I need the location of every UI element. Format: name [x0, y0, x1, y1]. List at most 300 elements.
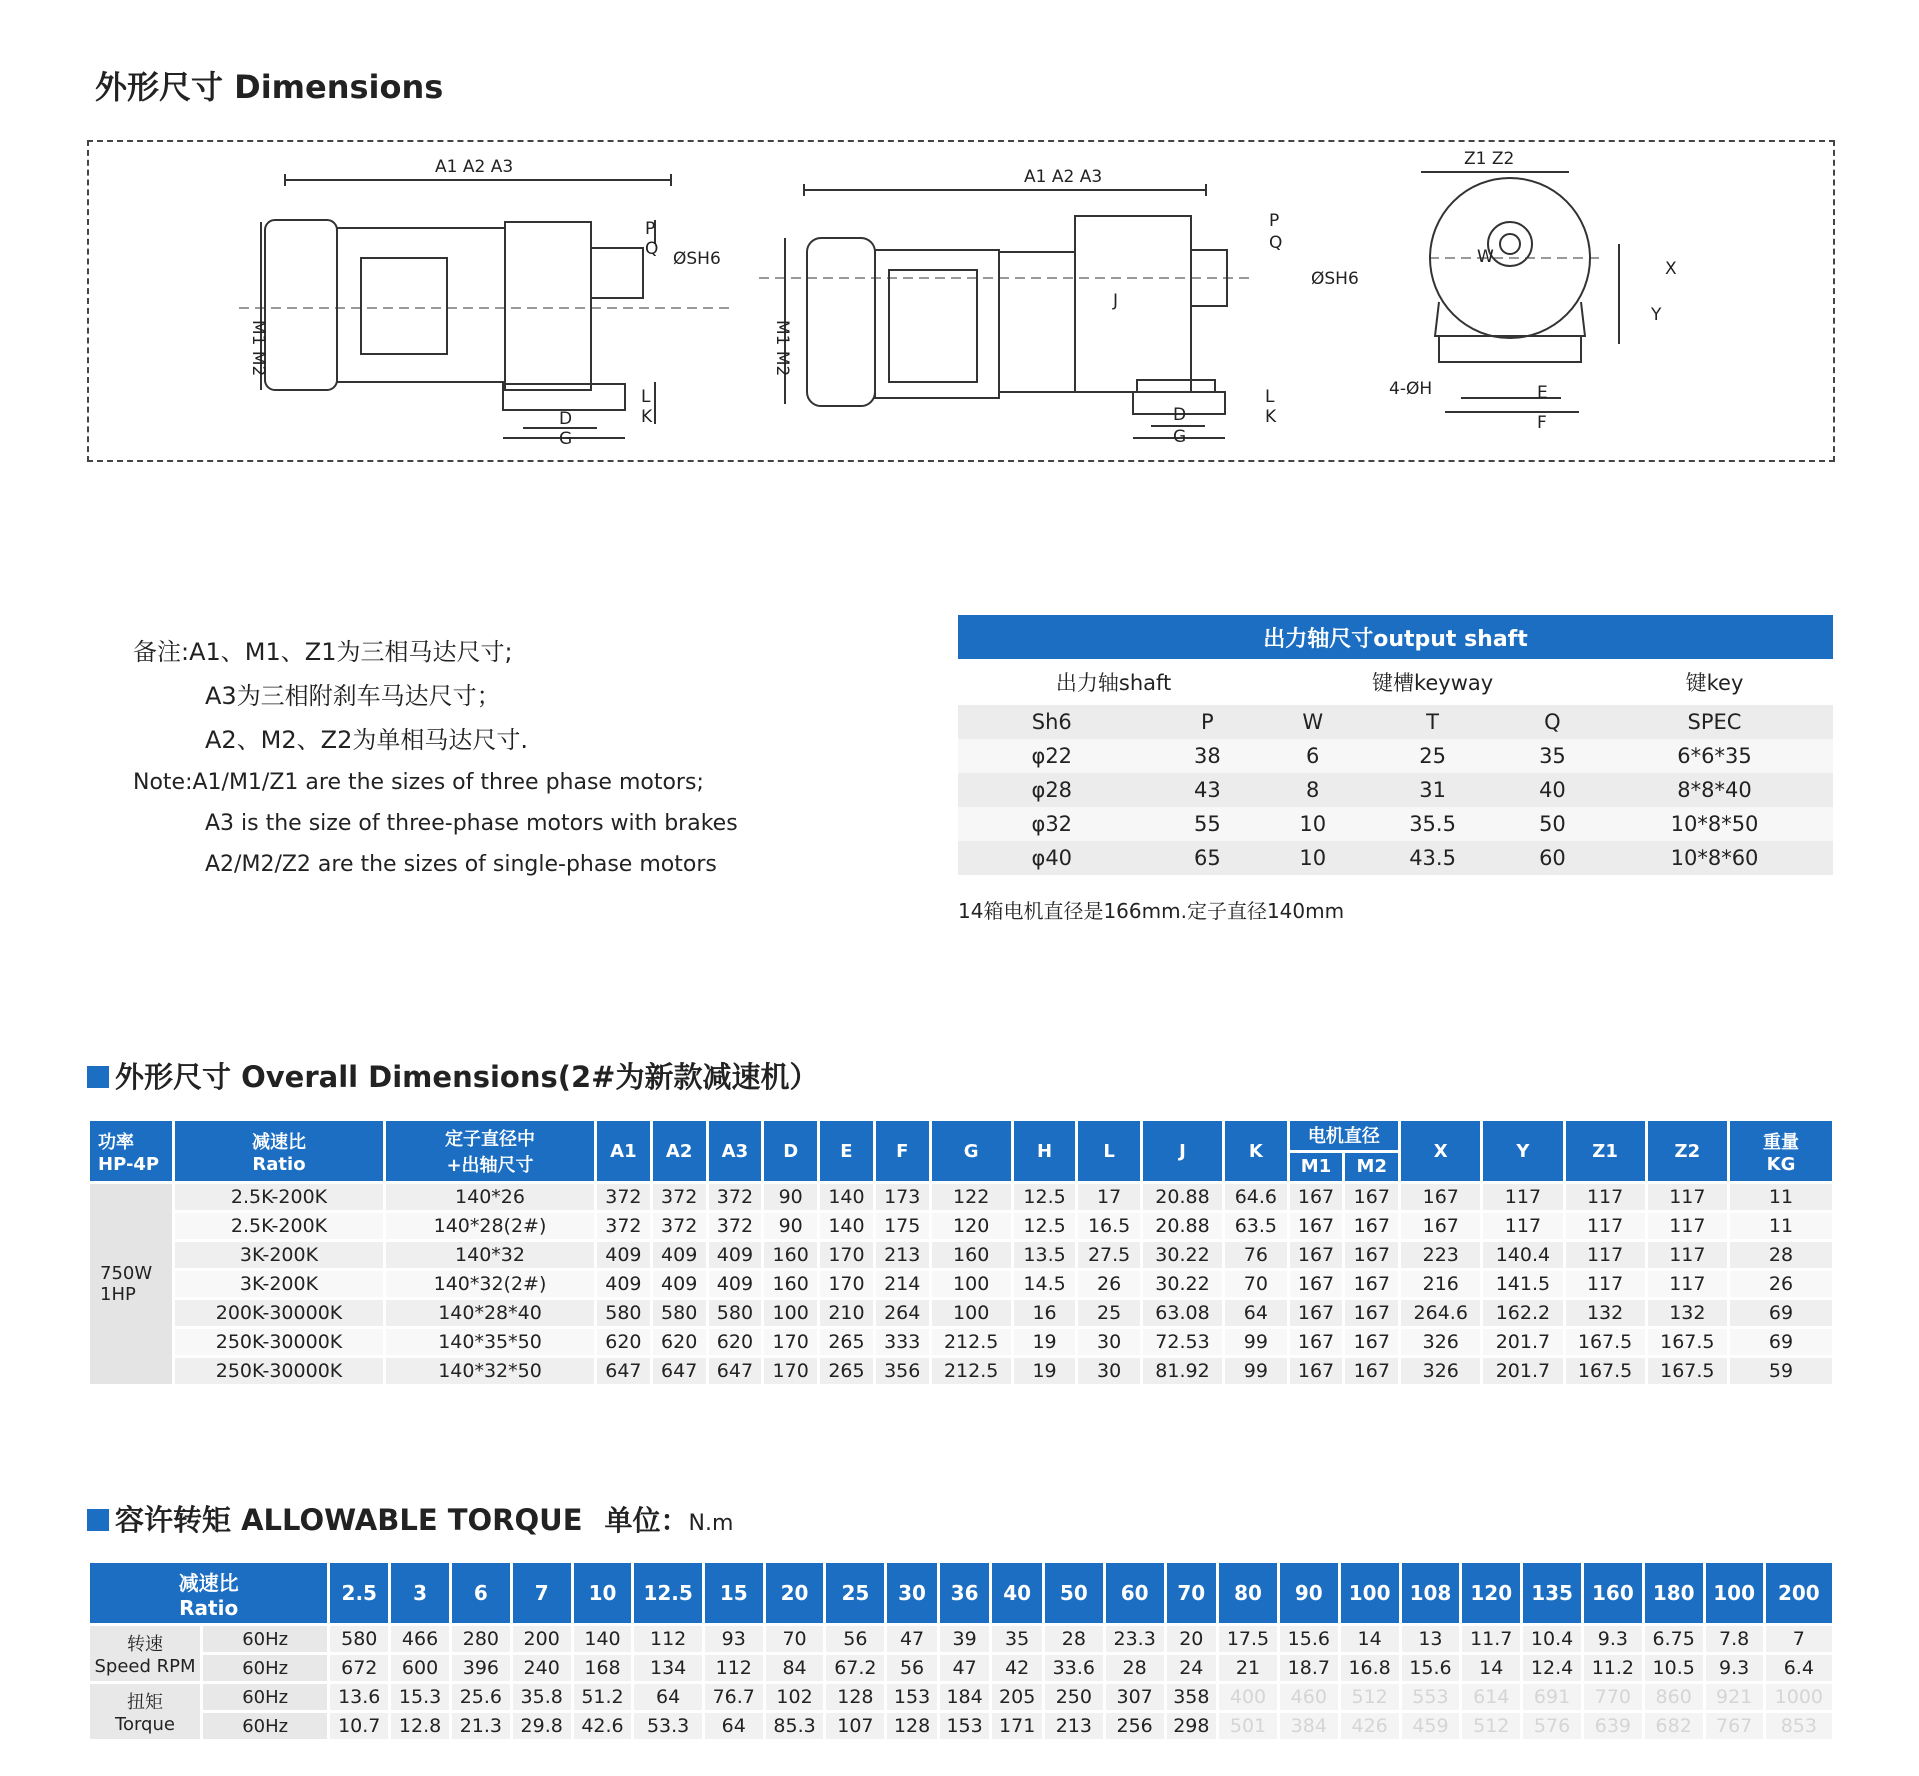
table-cell: 65 — [1146, 841, 1270, 875]
table-cell: 280 — [452, 1626, 510, 1652]
table-cell: 100 — [764, 1300, 817, 1326]
dimension-drawings — [89, 142, 1837, 464]
note-zh-3: A2、M2、Z2为单相马达尺寸. — [205, 726, 529, 754]
table-cell: 160 — [764, 1242, 817, 1268]
output-shaft-note: 14箱电机直径是166mm.定子直径140mm — [958, 899, 1345, 923]
header-x: X — [1401, 1121, 1480, 1181]
table-cell: 620 — [709, 1329, 762, 1355]
table-cell: 167 — [1290, 1300, 1343, 1326]
table-cell: 17 — [1078, 1184, 1140, 1210]
table-cell: 14 — [1341, 1626, 1399, 1652]
table-cell: 140*32(2#) — [386, 1271, 594, 1297]
ratio-header: 2.5 — [330, 1563, 388, 1623]
table-cell: 140 — [820, 1184, 873, 1210]
note-zh-2: A3为三相附刹车马达尺寸； — [205, 682, 501, 710]
overall-dimensions-heading — [87, 1055, 818, 1096]
table-cell: 29.8 — [513, 1713, 571, 1739]
table-cell: 167 — [1401, 1184, 1480, 1210]
table-cell: 25 — [1356, 739, 1509, 773]
table-cell: 35 — [1509, 739, 1596, 773]
note-en-2: A3 is the size of three-phase motors with brakes — [205, 811, 738, 836]
table-cell: 372 — [709, 1213, 762, 1239]
ratio-header: 120 — [1462, 1563, 1520, 1623]
ratio-header: 100 — [1706, 1563, 1763, 1623]
table-cell: 201.7 — [1483, 1358, 1562, 1384]
table-cell: 81.92 — [1143, 1358, 1222, 1384]
label-k-2: K — [1265, 407, 1277, 427]
table-cell: 140 — [820, 1213, 873, 1239]
table-cell: 64 — [1225, 1300, 1287, 1326]
table-cell: 11 — [1730, 1213, 1832, 1239]
header-weight: 重量 KG — [1730, 1121, 1832, 1181]
table-cell: 265 — [820, 1358, 873, 1384]
table-cell: 120 — [932, 1213, 1011, 1239]
table-cell: 9.3 — [1584, 1626, 1642, 1652]
table-cell: 76 — [1225, 1242, 1287, 1268]
table-cell: 167 — [1345, 1271, 1398, 1297]
table-cell: 647 — [709, 1358, 762, 1384]
table-cell: 72.53 — [1143, 1329, 1222, 1355]
table-cell: 35 — [992, 1626, 1042, 1652]
table-cell: 99 — [1225, 1358, 1287, 1384]
table-cell: 23.3 — [1106, 1626, 1164, 1652]
table-cell: 56 — [887, 1655, 937, 1681]
col-header: SPEC — [1596, 705, 1833, 739]
table-cell: 10 — [1269, 841, 1356, 875]
table-cell: 168 — [574, 1655, 632, 1681]
table-cell: 90 — [764, 1213, 817, 1239]
header-ratio: 减速比 Ratio — [175, 1121, 383, 1181]
table-cell: 153 — [887, 1684, 937, 1710]
table-cell: 213 — [1045, 1713, 1103, 1739]
header-j: J — [1143, 1121, 1222, 1181]
table-cell: 167 — [1345, 1358, 1398, 1384]
table-cell: 90 — [764, 1184, 817, 1210]
table-cell: 117 — [1648, 1271, 1727, 1297]
table-cell: 409 — [653, 1242, 706, 1268]
table-row — [90, 1242, 1832, 1268]
table-cell: 85.3 — [766, 1713, 824, 1739]
table-cell: 134 — [634, 1655, 701, 1681]
note-en-3: A2/M2/Z2 are the sizes of single-phase motors — [205, 852, 717, 877]
ratio-header: 36 — [940, 1563, 990, 1623]
table-cell: 501 — [1219, 1713, 1277, 1739]
table-cell: 26 — [1078, 1271, 1140, 1297]
table-cell: 20 — [1167, 1626, 1217, 1652]
ratio-header: 20 — [766, 1563, 824, 1623]
table-cell: 13.6 — [330, 1684, 388, 1710]
table-cell: 1000 — [1766, 1684, 1832, 1710]
table-cell: 167.5 — [1648, 1358, 1727, 1384]
table-cell: 265 — [820, 1329, 873, 1355]
section-marker — [87, 1066, 109, 1088]
output-shaft-row — [958, 807, 1833, 841]
table-cell: 21.3 — [452, 1713, 510, 1739]
label-en: Speed RPM — [94, 1656, 196, 1677]
table-cell: 140 — [574, 1626, 632, 1652]
table-cell: 326 — [1401, 1329, 1480, 1355]
label-q: Q — [645, 239, 659, 259]
ratio-header: 60 — [1106, 1563, 1164, 1623]
torque-title: 容许转矩 ALLOWABLE TORQUE — [115, 1503, 583, 1537]
label-y: Y — [1651, 305, 1662, 325]
table-row — [90, 1358, 1832, 1384]
output-shaft-table — [958, 615, 1833, 875]
table-cell: φ22 — [958, 739, 1146, 773]
table-cell: 13.5 — [1014, 1242, 1076, 1268]
label-en: Torque — [115, 1714, 175, 1735]
table-cell: 167 — [1290, 1271, 1343, 1297]
table-cell: 16.8 — [1341, 1655, 1399, 1681]
label-p: P — [645, 219, 656, 239]
table-cell: 117 — [1648, 1184, 1727, 1210]
header-ratio: 减速比 Ratio — [90, 1563, 327, 1623]
table-cell: 50 — [1509, 807, 1596, 841]
table-row — [90, 1271, 1832, 1297]
label-l: L — [641, 387, 651, 407]
overall-dimensions-table — [87, 1118, 1835, 1387]
table-cell: 173 — [876, 1184, 929, 1210]
label-d: D — [559, 409, 573, 429]
label-l-2: L — [1265, 387, 1275, 407]
header-power: 功率 HP-4P — [90, 1121, 172, 1181]
label-k: K — [641, 407, 653, 427]
table-cell: 60 — [1509, 841, 1596, 875]
group-keyway: 键槽keyway — [1371, 671, 1494, 695]
table-cell: 333 — [876, 1329, 929, 1355]
header-a1: A1 — [597, 1121, 650, 1181]
label-a1a2a3-2: A1 A2 A3 — [1024, 167, 1103, 187]
table-cell: 6*6*35 — [1596, 739, 1833, 773]
table-cell: 69 — [1730, 1329, 1832, 1355]
label-g-2: G — [1173, 427, 1187, 447]
group-shaft: 出力轴shaft — [1055, 671, 1172, 695]
table-row — [90, 1184, 1832, 1210]
table-cell: 459 — [1402, 1713, 1460, 1739]
table-cell: 460 — [1280, 1684, 1338, 1710]
table-cell: 167 — [1290, 1329, 1343, 1355]
table-cell: 167 — [1401, 1213, 1480, 1239]
table-cell: 576 — [1523, 1713, 1581, 1739]
table-cell: 63.5 — [1225, 1213, 1287, 1239]
col-header: Q — [1509, 705, 1596, 739]
table-cell: 512 — [1341, 1684, 1399, 1710]
drawing-side-view-1 — [239, 174, 729, 438]
table-cell: 141.5 — [1483, 1271, 1562, 1297]
table-cell: 384 — [1280, 1713, 1338, 1739]
ratio-header: 180 — [1645, 1563, 1703, 1623]
table-cell: 16.5 — [1078, 1213, 1140, 1239]
table-cell: 409 — [653, 1271, 706, 1297]
table-cell: 160 — [764, 1271, 817, 1297]
table-cell: 14 — [1462, 1655, 1520, 1681]
table-cell: 132 — [1566, 1300, 1645, 1326]
torque-unit-label: 单位： — [604, 1504, 689, 1537]
table-cell: 205 — [992, 1684, 1042, 1710]
table-cell: 409 — [597, 1271, 650, 1297]
table-cell: 171 — [992, 1713, 1042, 1739]
table-cell: 620 — [597, 1329, 650, 1355]
speed-label — [90, 1626, 200, 1681]
col-header: Sh6 — [958, 705, 1146, 739]
output-shaft-row — [958, 841, 1833, 875]
table-cell: 12.5 — [1014, 1213, 1076, 1239]
table-cell: 11.2 — [1584, 1655, 1642, 1681]
table-cell: 117 — [1566, 1213, 1645, 1239]
table-cell: 64 — [705, 1713, 763, 1739]
header-k: K — [1225, 1121, 1287, 1181]
table-cell: 30 — [1078, 1329, 1140, 1355]
header-d: D — [764, 1121, 817, 1181]
table-cell: 10 — [1269, 807, 1356, 841]
table-cell: 70 — [1225, 1271, 1287, 1297]
table-cell: 31 — [1356, 773, 1509, 807]
table-cell: 600 — [391, 1655, 449, 1681]
power-hp: 1HP — [100, 1284, 136, 1305]
table-cell: 15.3 — [391, 1684, 449, 1710]
table-row — [90, 1713, 1832, 1739]
label-s-2: ØSH6 — [1311, 269, 1359, 289]
torque-heading — [87, 1498, 733, 1539]
table-cell: 167.5 — [1566, 1329, 1645, 1355]
table-cell: 162.2 — [1483, 1300, 1562, 1326]
table-cell: 167 — [1345, 1184, 1398, 1210]
ratio-header: 200 — [1766, 1563, 1832, 1623]
hz-cell: 60Hz — [203, 1713, 327, 1739]
table-cell: 140*26 — [386, 1184, 594, 1210]
table-cell: 117 — [1566, 1184, 1645, 1210]
label-f: F — [1537, 413, 1547, 433]
table-cell: φ32 — [958, 807, 1146, 841]
table-cell: 770 — [1584, 1684, 1642, 1710]
table-cell: 100 — [932, 1300, 1011, 1326]
table-cell: 14.5 — [1014, 1271, 1076, 1297]
table-cell: 12.8 — [391, 1713, 449, 1739]
table-cell: 17.5 — [1219, 1626, 1277, 1652]
table-cell: 580 — [330, 1626, 388, 1652]
table-cell: 76.7 — [705, 1684, 763, 1710]
table-cell: 212.5 — [932, 1358, 1011, 1384]
table-cell: 30.22 — [1143, 1242, 1222, 1268]
table-cell: 43 — [1146, 773, 1270, 807]
table-cell: 10*8*50 — [1596, 807, 1833, 841]
table-cell: 647 — [597, 1358, 650, 1384]
table-cell: 107 — [826, 1713, 884, 1739]
table-cell: 140*28*40 — [386, 1300, 594, 1326]
table-cell: 200 — [513, 1626, 571, 1652]
table-cell: 200K-30000K — [175, 1300, 383, 1326]
table-cell: 372 — [653, 1184, 706, 1210]
power-cell — [90, 1184, 172, 1384]
table-cell: 6.4 — [1766, 1655, 1832, 1681]
label-p-2: P — [1269, 211, 1280, 231]
table-cell: 63.08 — [1143, 1300, 1222, 1326]
header-z1: Z1 — [1566, 1121, 1645, 1181]
table-cell: 512 — [1462, 1713, 1520, 1739]
table-cell: 307 — [1106, 1684, 1164, 1710]
header-h: H — [1014, 1121, 1076, 1181]
table-row — [90, 1213, 1832, 1239]
table-cell: 16 — [1014, 1300, 1076, 1326]
table-cell: 409 — [597, 1242, 650, 1268]
table-cell: 400 — [1219, 1684, 1277, 1710]
table-cell: 160 — [932, 1242, 1011, 1268]
header-motor-diameter: 电机直径 — [1290, 1121, 1399, 1150]
table-cell: 6.75 — [1645, 1626, 1703, 1652]
table-cell: 153 — [940, 1713, 990, 1739]
table-cell: 9.3 — [1706, 1655, 1763, 1681]
table-cell: 170 — [764, 1358, 817, 1384]
table-cell: 21 — [1219, 1655, 1277, 1681]
table-cell: 167.5 — [1648, 1329, 1727, 1355]
table-cell: 117 — [1648, 1213, 1727, 1239]
header-m2: M2 — [1345, 1153, 1398, 1182]
table-cell: φ28 — [958, 773, 1146, 807]
table-cell: 691 — [1523, 1684, 1581, 1710]
table-cell: 117 — [1648, 1242, 1727, 1268]
ratio-header: 80 — [1219, 1563, 1277, 1623]
col-header: W — [1269, 705, 1356, 739]
table-cell: 24 — [1167, 1655, 1217, 1681]
table-cell: 326 — [1401, 1358, 1480, 1384]
table-cell: 20.88 — [1143, 1184, 1222, 1210]
header-e: E — [820, 1121, 873, 1181]
header-m1: M1 — [1290, 1153, 1343, 1182]
ratio-header: 40 — [992, 1563, 1042, 1623]
table-cell: 201.7 — [1483, 1329, 1562, 1355]
table-cell: 117 — [1483, 1184, 1562, 1210]
table-cell: 358 — [1167, 1684, 1217, 1710]
table-cell: 167 — [1345, 1213, 1398, 1239]
table-cell: 167 — [1290, 1358, 1343, 1384]
table-cell: 84 — [766, 1655, 824, 1681]
table-cell: 580 — [709, 1300, 762, 1326]
table-cell: 69 — [1730, 1300, 1832, 1326]
torque-table — [87, 1560, 1835, 1742]
ratio-header: 135 — [1523, 1563, 1581, 1623]
table-cell: 553 — [1402, 1684, 1460, 1710]
table-cell: 10*8*60 — [1596, 841, 1833, 875]
table-cell: 167 — [1290, 1242, 1343, 1268]
table-row — [90, 1329, 1832, 1355]
table-cell: 18.7 — [1280, 1655, 1338, 1681]
table-cell: 170 — [820, 1271, 873, 1297]
table-cell: 8 — [1269, 773, 1356, 807]
table-cell: 42.6 — [574, 1713, 632, 1739]
label-e: E — [1537, 383, 1548, 403]
table-cell: 256 — [1106, 1713, 1164, 1739]
table-cell: 53.3 — [634, 1713, 701, 1739]
table-cell: 10.4 — [1523, 1626, 1581, 1652]
table-cell: 250K-30000K — [175, 1329, 383, 1355]
table-cell: 42 — [992, 1655, 1042, 1681]
table-cell: 167 — [1345, 1300, 1398, 1326]
col-header: P — [1146, 705, 1270, 739]
header-z2: Z2 — [1648, 1121, 1727, 1181]
table-cell: 466 — [391, 1626, 449, 1652]
table-cell: 117 — [1483, 1213, 1562, 1239]
table-cell: 140.4 — [1483, 1242, 1562, 1268]
header-a2: A2 — [653, 1121, 706, 1181]
ratio-header: 70 — [1167, 1563, 1217, 1623]
label-z1z2: Z1 Z2 — [1464, 149, 1515, 169]
table-cell: 7 — [1766, 1626, 1832, 1652]
header-y: Y — [1483, 1121, 1562, 1181]
output-shaft-title: 出力轴尺寸output shaft — [958, 615, 1833, 659]
label-zh: 扭矩 — [127, 1692, 163, 1713]
table-cell: 167 — [1345, 1329, 1398, 1355]
table-cell: 860 — [1645, 1684, 1703, 1710]
table-cell: 853 — [1766, 1713, 1832, 1739]
output-shaft-header-row — [958, 705, 1833, 739]
table-cell: 2.5K-200K — [175, 1213, 383, 1239]
table-cell: 767 — [1706, 1713, 1763, 1739]
ratio-header: 50 — [1045, 1563, 1103, 1623]
table-cell: 356 — [876, 1358, 929, 1384]
drawing-side-view-2 — [759, 184, 1249, 438]
ratio-header: 160 — [1584, 1563, 1642, 1623]
table-cell: 11 — [1730, 1184, 1832, 1210]
table-cell: 250K-30000K — [175, 1358, 383, 1384]
table-cell: 170 — [820, 1242, 873, 1268]
table-cell: 122 — [932, 1184, 1011, 1210]
table-cell: 8*8*40 — [1596, 773, 1833, 807]
table-cell: 580 — [653, 1300, 706, 1326]
note-en-1: Note:A1/M1/Z1 are the sizes of three phase motors; — [133, 770, 704, 795]
table-cell: 409 — [709, 1242, 762, 1268]
table-cell: 100 — [932, 1271, 1011, 1297]
overall-title: 外形尺寸 Overall Dimensions(2#为新款减速机） — [115, 1060, 819, 1094]
table-cell: 213 — [876, 1242, 929, 1268]
ratio-header: 15 — [705, 1563, 763, 1623]
table-cell: 372 — [653, 1213, 706, 1239]
table-row — [90, 1300, 1832, 1326]
table-cell: 672 — [330, 1655, 388, 1681]
table-cell: 140*32*50 — [386, 1358, 594, 1384]
table-row — [90, 1655, 1832, 1681]
table-cell: 128 — [826, 1684, 884, 1710]
label-h: 4-ØH — [1389, 379, 1433, 399]
hz-cell: 60Hz — [203, 1684, 327, 1710]
table-cell: 56 — [826, 1626, 884, 1652]
table-cell: 170 — [764, 1329, 817, 1355]
table-cell: 223 — [1401, 1242, 1480, 1268]
ratio-header: 100 — [1341, 1563, 1399, 1623]
label-w: W — [1477, 247, 1494, 267]
table-cell: 40 — [1509, 773, 1596, 807]
table-cell: 140*32 — [386, 1242, 594, 1268]
table-cell: 409 — [709, 1271, 762, 1297]
header-a3: A3 — [709, 1121, 762, 1181]
ratio-header: 7 — [513, 1563, 571, 1623]
table-cell: 117 — [1566, 1242, 1645, 1268]
table-cell: 28 — [1106, 1655, 1164, 1681]
page-title: 外形尺寸 Dimensions — [95, 68, 444, 106]
table-cell: 132 — [1648, 1300, 1727, 1326]
table-cell: 250 — [1045, 1684, 1103, 1710]
table-cell: 128 — [887, 1713, 937, 1739]
table-cell: 28 — [1730, 1242, 1832, 1268]
table-cell: 35.5 — [1356, 807, 1509, 841]
table-cell: φ40 — [958, 841, 1146, 875]
table-cell: 3K-200K — [175, 1242, 383, 1268]
table-cell: 240 — [513, 1655, 571, 1681]
note-zh-1: 备注:A1、M1、Z1为三相马达尺寸; — [133, 638, 513, 666]
table-cell: 59 — [1730, 1358, 1832, 1384]
table-cell: 175 — [876, 1213, 929, 1239]
table-cell: 38 — [1146, 739, 1270, 773]
ratio-header: 25 — [826, 1563, 884, 1623]
